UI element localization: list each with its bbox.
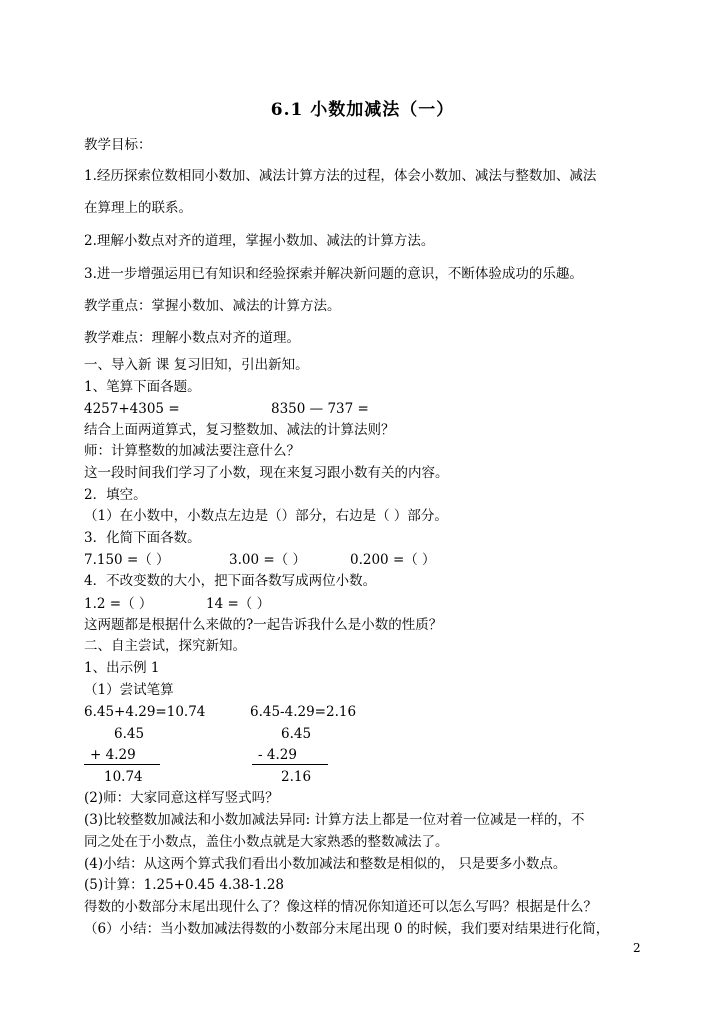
review-intro: 这一段时间我们学习了小数，现在来复习跟小数有关的内容。: [84, 465, 449, 481]
page-title: 6.1 小数加减法（一）: [270, 100, 455, 120]
two-decimal-a: 1.2 =（ ）: [84, 596, 153, 612]
objective-1-line-1: 1.经历探索位数相同小数加、减法计算方法的过程，体会小数加、减法与整数加、减法: [84, 168, 597, 184]
paragraph-4: (4)小结：从这两个算式我们看出小数加减法和整数是相似的， 只是要多小数点。: [84, 856, 567, 872]
key-point: 教学重点：掌握小数加、减法的计算方法。: [84, 298, 341, 314]
item-4: 4．不改变数的大小，把下面各数写成两位小数。: [84, 573, 377, 589]
difficulty: 教学难点：理解小数点对齐的道理。: [84, 330, 300, 346]
equation-sub: 6.45-4.29=2.16: [250, 704, 357, 720]
calc-a: 4257+4305 =: [84, 401, 180, 417]
item-2: 2．填空。: [84, 487, 147, 503]
page-number: 2: [633, 941, 641, 955]
equation-add: 6.45+4.29=10.74: [84, 704, 206, 720]
item-1: 1、笔算下面各题。: [84, 379, 201, 395]
objective-3: 3.进一步增强运用已有知识和经验探索并解决新问题的意识，不断体验成功的乐趣。: [84, 266, 583, 282]
two-decimal-b: 14 =（ ）: [206, 596, 271, 612]
paragraph-5-question: 得数的小数部分末尾出现什么了？像这样的情况你知道还可以怎么写吗？根据是什么？: [84, 899, 597, 915]
section-1-heading: 一、导入新 课 复习旧知，引出新知。: [84, 357, 309, 373]
vertical-sub-rule: [252, 764, 328, 765]
simplify-a: 7.150 =（ ）: [84, 552, 170, 568]
item-3: 3．化简下面各数。: [84, 530, 201, 546]
paragraph-3-line-1: (3)比较整数加减法和小数加减法异同: 计算方法上都是一位对着一位减是一样的，不: [84, 812, 585, 828]
vertical-add-rule: [84, 764, 160, 765]
vertical-sub-top: 6.45: [281, 726, 312, 742]
objective-2: 2.理解小数点对齐的道理，掌握小数加、减法的计算方法。: [84, 233, 435, 249]
try-calc: （1）尝试笔算: [84, 682, 174, 698]
paragraph-3-line-2: 同之处在于小数点，盖住小数点就是大家熟悉的整数减法了。: [84, 834, 449, 850]
basis-question: 这两题都是根据什么来做的?一起告诉我什么是小数的性质？: [84, 617, 443, 633]
paragraph-5: (5)计算：1.25+0.45 4.38-1.28: [84, 877, 285, 893]
paragraph-6: （6）小结：当小数加减法得数的小数部分末尾出现 0 的时候，我们要对结果进行化简，: [84, 921, 610, 937]
objective-1-line-2: 在算理上的联系。: [84, 200, 192, 216]
combine-question: 结合上面两道算式，复习整数加、减法的计算法则？: [84, 422, 395, 438]
vertical-add-top: 6.45: [114, 726, 145, 742]
objectives-heading: 教学目标：: [84, 137, 152, 153]
calc-b: 8350 — 737 =: [271, 401, 369, 417]
simplify-b: 3.00 =（ ）: [229, 552, 306, 568]
vertical-sub-mid: - 4.29: [258, 747, 297, 763]
teacher-question: 师：计算整数的加减法要注意什么？: [84, 443, 300, 459]
vertical-sub-result: 2.16: [281, 769, 312, 785]
vertical-add-result: 10.74: [104, 769, 143, 785]
vertical-add-mid: + 4.29: [90, 747, 136, 763]
section-2-heading: 二、自主尝试，探究新知。: [84, 638, 246, 654]
simplify-c: 0.200 =（ ）: [350, 552, 436, 568]
fill-blank-1: （1）在小数中，小数点左边是（）部分，右边是（ ）部分。: [84, 508, 448, 524]
example-1: 1、出示例 1: [84, 660, 160, 676]
paragraph-2: (2)师：大家同意这样写竖式吗？: [84, 790, 279, 806]
